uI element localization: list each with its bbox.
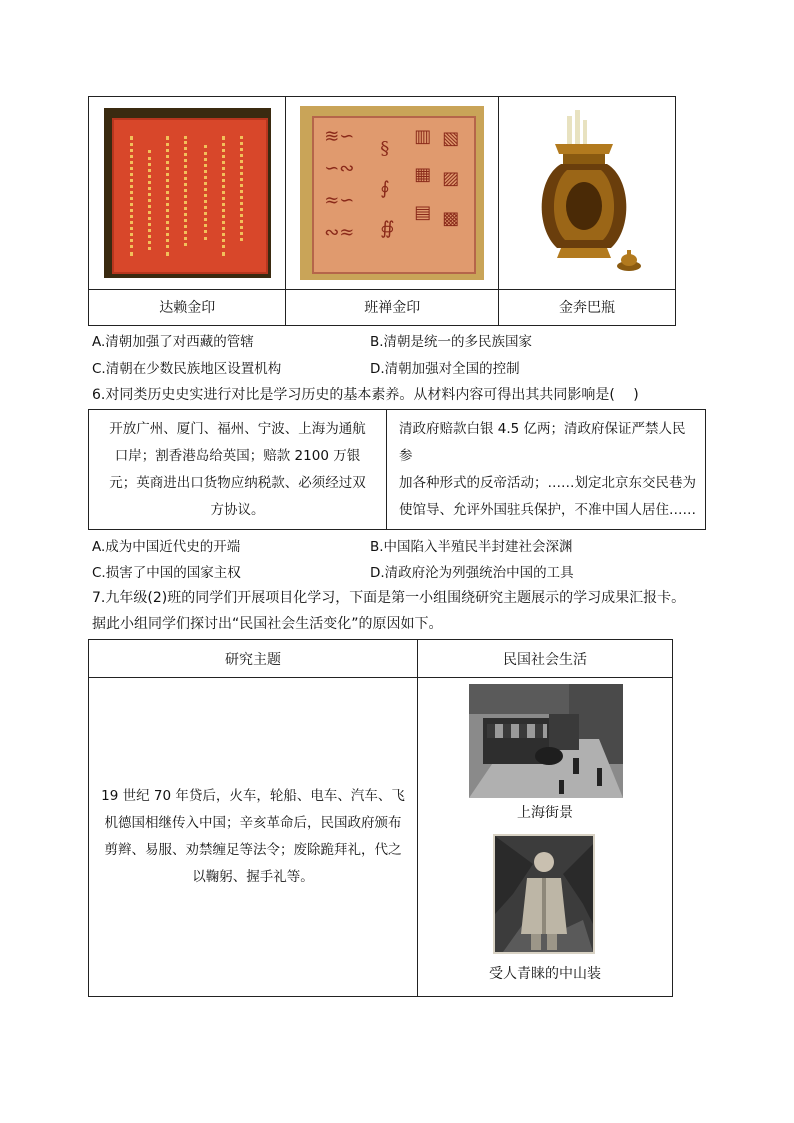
zhongshan-suit-photo: [493, 834, 595, 954]
caption-panchen-seal: 班禅金印: [286, 289, 499, 325]
dalai-gold-seal-image: [104, 108, 271, 278]
q6-right-line-3: 使馆导、允评外国驻兵保护，不准中国人居住……: [399, 501, 696, 518]
q5-option-b[interactable]: B.清朝是统一的多民族国家: [370, 334, 533, 350]
dalai-seal-cell: [89, 97, 286, 290]
q6-left-line-2: 口岸；割香港岛给英国；赔款 2100 万银: [114, 447, 361, 464]
q6-left-line-4: 方协议。: [210, 501, 265, 518]
panchen-seal-cell: [286, 97, 499, 290]
q7-report-card: [88, 639, 673, 997]
q6-material-left: [89, 410, 387, 530]
q6-left-line-3: 元；英商进出口货物应纳税款、必须经过双: [109, 474, 366, 491]
golden-urn-cell: [498, 97, 675, 290]
q6-material-table: [88, 409, 706, 530]
q6-right-line-2: 加各种形式的反帝活动；……划定北京东交民巷为: [399, 474, 696, 491]
q7-header-topic: 研究主题: [89, 640, 418, 678]
q7-body-line-4: 以鞠躬、握手礼等。: [192, 869, 314, 885]
q7-body-line-1: 19 世纪 70 年贷后，火车，轮船、电车、汽车、飞: [101, 788, 405, 804]
q7-body-line-3: 剪辫、易服、劝禁缠足等法令；废除跪拜礼，代之: [104, 842, 402, 858]
q5-option-c[interactable]: C.清朝在少数民族地区设置机构: [92, 361, 282, 377]
q6-stem: 6.对同类历史史实进行对比是学习历史的基本素养。从材料内容可得出其共同影响是( ): [92, 387, 639, 403]
q6-option-a[interactable]: A.成为中国近代史的开端: [92, 539, 241, 555]
relics-table: [88, 96, 676, 326]
q5-option-d[interactable]: D.清朝加强对全国的控制: [370, 361, 520, 377]
panchen-gold-seal-image: ≋∽ ∽∾ ≈∽ ∾≈ § ∮ ∯ ▥ ▦ ▤ ▧ ▨ ▩: [300, 106, 484, 280]
q6-right-line-1: 清政府赔款白银 4.5 亿两；清政府保证严禁人民参: [399, 420, 686, 464]
caption-shanghai-street: 上海街景: [517, 805, 573, 821]
q7-stem-line-1: 7.九年级(2)班的同学们开展项目化学习，下面是第一小组围绕研究主题展示的学习成果汇报卡。: [92, 590, 686, 606]
q6-option-d[interactable]: D.清政府沦为列强统治中国的工具: [370, 565, 574, 581]
q6-option-b[interactable]: B.中国陷入半殖民半封建社会深渊: [370, 539, 573, 555]
q7-stem-line-2: 据此小组同学们探讨出“民国社会生活变化”的原因如下。: [92, 616, 443, 632]
q5-option-a[interactable]: A.清朝加强了对西藏的管辖: [92, 334, 254, 350]
q7-topic-body: [89, 678, 418, 997]
caption-golden-urn: 金奔巴瓶: [498, 289, 675, 325]
q6-left-line-1: 开放广州、厦门、福州、宁波、上海为通航: [109, 420, 366, 437]
caption-dalai-seal: 达赖金印: [89, 289, 286, 325]
q6-option-c[interactable]: C.损害了中国的国家主权: [92, 565, 241, 581]
caption-zhongshan-suit: 受人青睐的中山装: [489, 966, 601, 982]
golden-urn-image: [527, 108, 647, 278]
q7-header-life: 民国社会生活: [418, 640, 673, 678]
q7-photos-cell: [418, 678, 673, 997]
shanghai-street-photo: [469, 684, 623, 798]
q7-body-line-2: 机德国相继传入中国；辛亥革命后，民国政府颁布: [104, 815, 402, 831]
q6-material-right: [387, 410, 706, 530]
